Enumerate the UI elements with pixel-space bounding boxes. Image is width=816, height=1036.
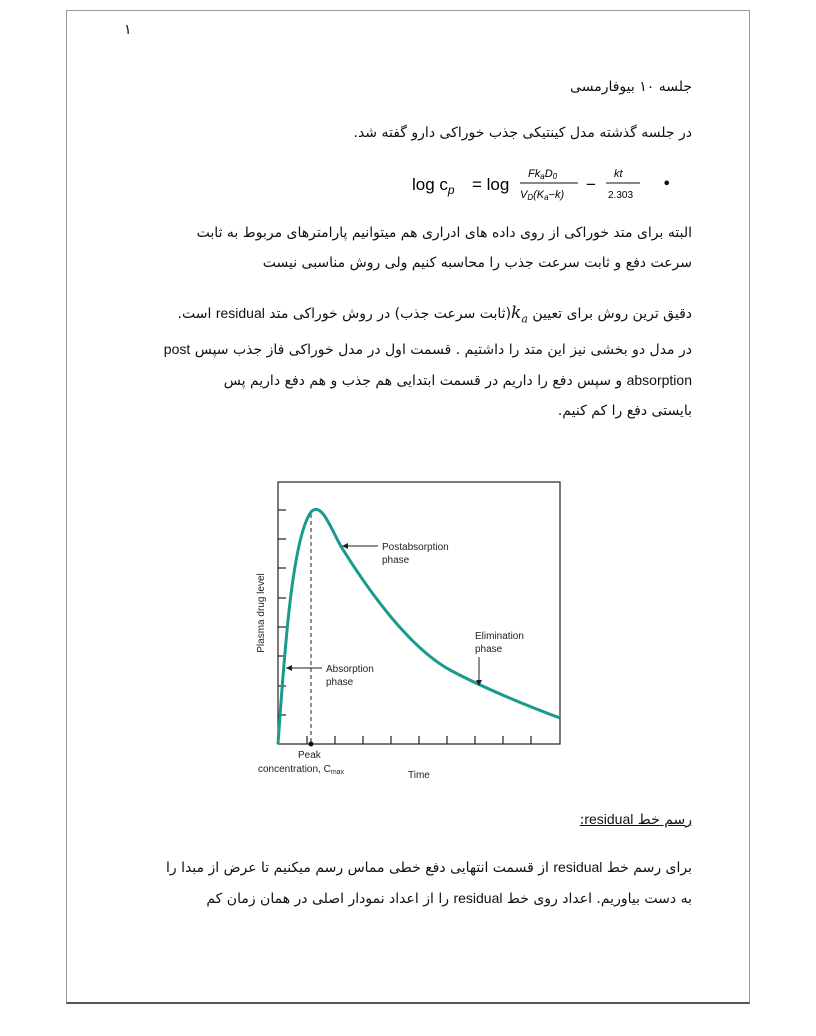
paragraph-2-line-1 [102, 298, 692, 334]
text-span: : [579, 812, 585, 828]
abs-arrowhead [286, 665, 292, 671]
text-span: در مدل دو بخشی نیز این متد را داشتیم . قسمت اول در مدل خوراکی فاز جذب سپس [190, 342, 692, 359]
residual-term: residual [584, 811, 634, 827]
paragraph-2-line-3 [102, 365, 692, 396]
text-span: است. [177, 306, 216, 322]
formula-lhs: $\log c_p$ [412, 175, 455, 197]
elim-label-2: phase [475, 644, 503, 655]
x-ticks [307, 736, 531, 744]
residual-term: residual [453, 890, 503, 906]
text-span: به دست بیاوریم. اعداد روی خط [502, 891, 692, 907]
abs-label-1: Absorption [326, 664, 374, 675]
post-label-2: phase [382, 555, 410, 566]
elim-label-1: Elimination [475, 631, 524, 642]
concentration-label: concentration, $C_{max}$ [258, 764, 345, 776]
page-number: ١ [124, 22, 132, 38]
text-span: از قسمت انتهایی دفع خطی مماس رسم میکنیم تا عرض از مبدا را [165, 860, 554, 876]
residual-heading [580, 804, 692, 835]
residual-term: residual [553, 859, 603, 875]
k-letter: k [511, 303, 522, 323]
formula-minus: − [586, 175, 596, 194]
paragraph-1-line-1: البته برای متد خوراکی از روی داده های ادراری هم میتوانیم پارامترهای مربوط به ثابت [196, 225, 692, 241]
intro-line: در جلسه گذشته مدل کینتیکی جذب خوراکی دارو گفته شد. [353, 125, 692, 141]
formula-denominator-2: 2.303 [608, 190, 634, 201]
k-subscript: a [521, 312, 528, 326]
residual-term: residual [215, 305, 265, 321]
formula-numerator-2: kt [614, 168, 623, 180]
formula-denominator-1: VD(Ka−k) [520, 189, 565, 202]
paragraph-2 [102, 298, 692, 426]
paragraph-1 [132, 218, 692, 278]
text-span: رسم خط [633, 812, 692, 828]
formula [410, 160, 680, 206]
peak-label: Peak [298, 750, 321, 761]
bullet-icon: • [662, 174, 672, 193]
post-term: post [163, 341, 191, 358]
paragraph-3-line-2 [102, 883, 692, 914]
y-axis-label: Plasma drug level [256, 573, 267, 653]
formula-numerator-1: FkaD0 [528, 168, 558, 181]
formula-graphic [410, 160, 680, 206]
text-span: را از اعداد نمودار اصلی در همان زمان کم [206, 891, 454, 907]
formula-equals: = log [472, 175, 510, 194]
k-symbol [511, 303, 528, 326]
pk-curve-figure [250, 478, 570, 788]
paragraph-2-line-4: بایستی دفع را کم کنیم. [557, 403, 692, 420]
x-axis-label: Time [408, 770, 430, 781]
text-span: (ثابت سرعت جذب) در روش خوراکی متد [264, 306, 512, 322]
text-span: و سپس دفع را داریم در قسمت ابتدایی هم جذب و هم دفع داریم پس [223, 373, 627, 390]
text-span: دقیق ترین روش برای تعیین [527, 306, 692, 322]
text-span: برای رسم خط [602, 860, 692, 876]
abs-label-2: phase [326, 677, 354, 688]
post-label-1: Postabsorption [382, 542, 449, 553]
peak-marker [309, 742, 314, 747]
paragraph-2-line-2 [102, 334, 692, 365]
pk-curve-svg [250, 478, 570, 788]
document-title: جلسه ۱۰ بیوفارمسی [570, 79, 692, 95]
paragraph-1-line-2: سرعت دفع و ثابت سرعت جذب را محاسبه کنیم ولی روش مناسبی نیست [262, 255, 692, 271]
paragraph-3 [102, 852, 692, 914]
paragraph-3-line-1 [102, 852, 692, 883]
absorption-term: absorption [626, 372, 692, 389]
plot-frame [278, 482, 560, 744]
